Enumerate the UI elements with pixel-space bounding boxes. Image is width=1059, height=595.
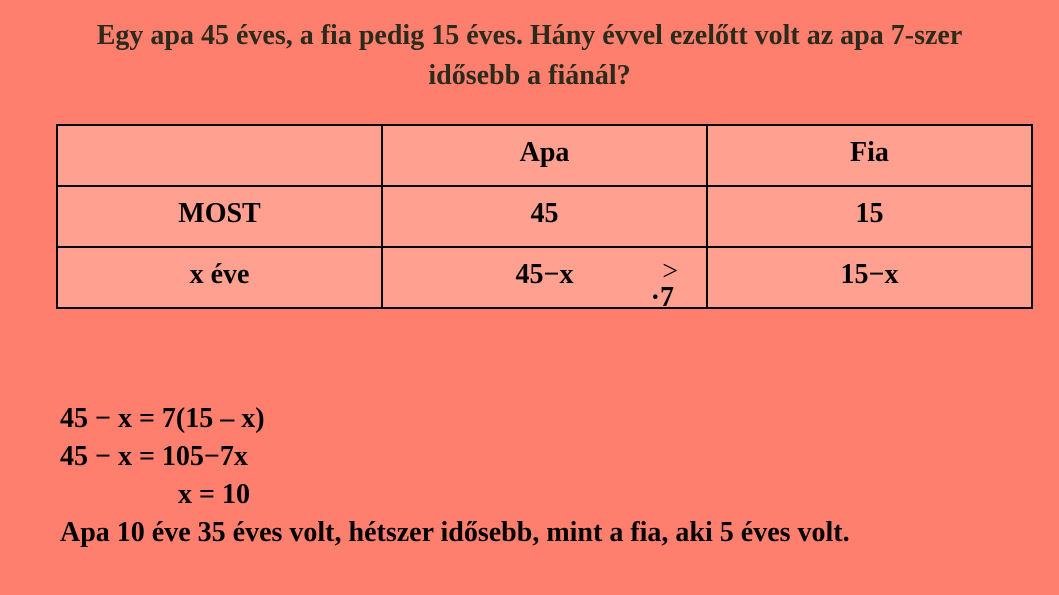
table-header-apa: Apa [382,125,707,186]
times-seven-label: ·7 [650,282,674,313]
solution-block [60,400,850,552]
row-label-x-eve: x éve [57,247,382,308]
cell-apa-x-eve: 45−x > ·7 [382,247,707,308]
equation-line-1: 45 − x = 7(15 – x) [60,403,265,434]
equation-line-2: 45 − x = 105−7x [60,441,248,472]
greater-than-symbol: > [662,256,678,287]
age-table [56,124,1033,313]
row-label-most: MOST [57,186,382,247]
cell-fia-x-eve: 15−x [707,247,1032,308]
problem-line-2: idősebb a fiánál? [428,60,631,91]
table-row [57,186,1032,247]
problem-statement [20,16,1039,96]
problem-line-1: Egy apa 45 éves, a fia pedig 15 éves. Hány évvel ezelőtt volt az apa 7-szer [96,20,963,51]
table-header-empty [57,125,382,186]
cell-fia-most: 15 [707,186,1032,247]
table-row [57,247,1032,308]
equation-result: x = 10 [178,479,250,510]
table-header-row [57,125,1032,186]
answer-sentence: Apa 10 éve 35 éves volt, hétszer idősebb, mint a fia, aki 5 éves volt. [60,517,850,548]
cell-apa-most: 45 [382,186,707,247]
table-header-fia: Fia [707,125,1032,186]
